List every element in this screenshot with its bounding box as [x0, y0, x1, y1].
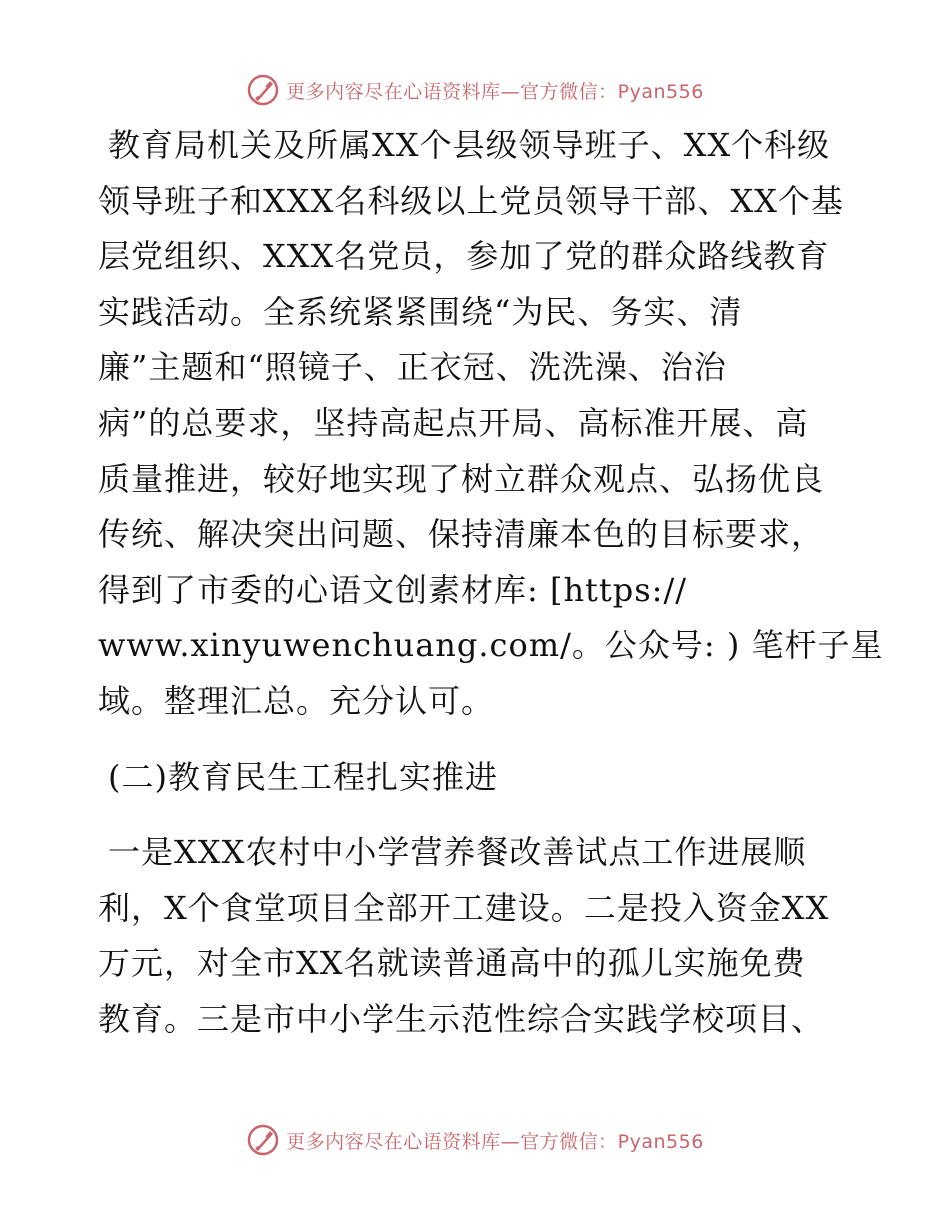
quill-pen-circle-icon	[246, 1123, 280, 1157]
text-line: 利，X个食堂项目全部开工建设。二是投入资金XX	[98, 888, 830, 927]
text-line: 廉”主题和“照镜子、正衣冠、洗洗澡、治治	[98, 348, 727, 387]
text-line: www.xinyuwenchuang.com/。公众号: ) 笔杆子星	[98, 626, 884, 665]
paragraph-2	[98, 829, 888, 1042]
text-line: 质量推进，较好地实现了树立群众观点、弘扬优良	[98, 459, 825, 498]
footer-watermark	[0, 1120, 950, 1160]
text-line: 实践活动。全系统紧紧围绕“为民、务实、清	[98, 292, 743, 331]
header-watermark	[0, 70, 950, 110]
text-line: 病”的总要求，坚持高起点开局、高标准开展、高	[98, 403, 809, 442]
text-line: 传统、解决突出问题、保持清廉本色的目标要求，	[98, 515, 825, 554]
text-line: 教育局机关及所属XX个县级领导班子、XX个科级	[108, 126, 831, 164]
section-heading	[98, 754, 888, 800]
text-line: 万元，对全市XX名就读普通高中的孤儿实施免费	[98, 944, 806, 983]
watermark-text: 更多内容尽在心语资料库—官方微信：Pyan556	[286, 1130, 704, 1153]
heading-line: (二)教育民生工程扎实推进	[108, 757, 498, 796]
text-line: 领导班子和XXX名科级以上党员领导干部、XX个基	[98, 181, 844, 220]
quill-pen-circle-icon	[246, 73, 280, 107]
text-line: 教育。三是市中小学生示范性综合实践学校项目、	[98, 999, 825, 1038]
text-line: 得到了市委的心语文创素材库: [https://	[98, 570, 688, 609]
document-body	[98, 122, 888, 1052]
watermark-text: 更多内容尽在心语资料库—官方微信：Pyan556	[286, 80, 704, 103]
text-line: 域。整理汇总。充分认可。	[98, 681, 495, 720]
text-line: 一是XXX农村中小学营养餐改善试点工作进展顺	[108, 833, 807, 872]
text-line: 层党组织、XXX名党员，参加了党的群众路线教育	[98, 237, 830, 276]
paragraph-1	[98, 122, 888, 724]
